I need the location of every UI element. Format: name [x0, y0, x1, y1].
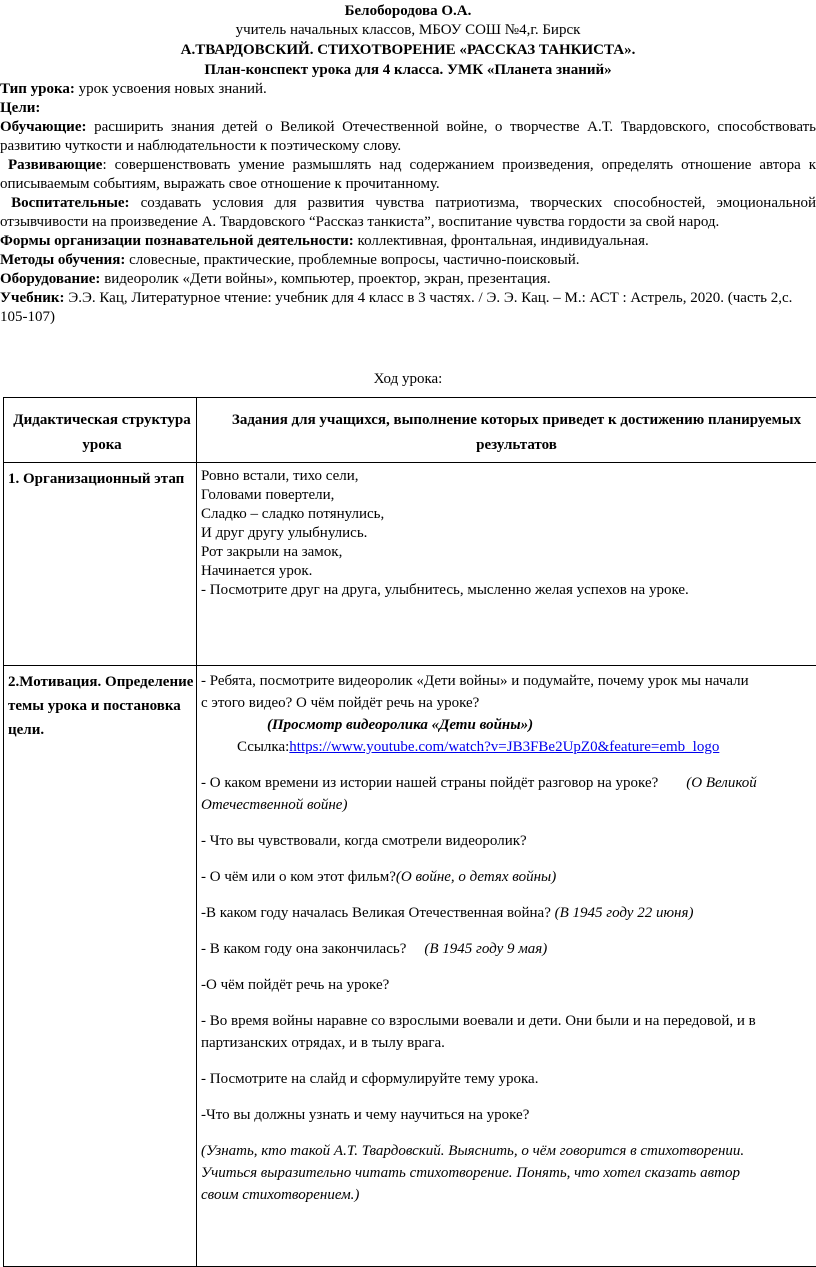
video-link[interactable]: https://www.youtube.com/watch?v=JB3FBe2UpZ0&feature=emb_logo	[289, 739, 719, 755]
table-row	[4, 666, 816, 1267]
tasks-cell	[197, 463, 816, 666]
lesson-plan-table	[3, 397, 816, 1267]
question-line: - О каком времени из истории нашей страны пойдёт разговор на уроке? (О Великой	[201, 772, 816, 794]
question-line: - В каком году она закончилась? (В 1945 году 9 мая)	[201, 938, 816, 960]
lesson-flow-title: Ход урока:	[0, 370, 816, 389]
goal-developing: Развивающие: совершенствовать умение размышлять над содержанием произведения, определять отношение автора к описываемым событиям, выражать свое отношение к прочитанному.	[0, 156, 816, 194]
question-line: - Что вы чувствовали, когда смотрели видеоролик?	[201, 830, 816, 852]
question-line: -В каком году началась Великая Отечественная война? (В 1945 году 22 июня)	[201, 902, 816, 924]
goal-teaching: Обучающие: расширить знания детей о Великой Отечественной войне, о творчестве А.Т. Твардовского, способствовать развитию чуткости и наблюдательности к поэтическому слову.	[0, 118, 816, 156]
poem-line: Головами повертели,	[201, 486, 816, 505]
table-header-row	[4, 398, 816, 463]
lesson-subtitle: План-конспект урока для 4 класса. УМК «Планета знаний»	[0, 61, 816, 80]
forms-of-activity: Формы организации познавательной деятельности: коллективная, фронтальная, индивидуальная.	[0, 232, 816, 251]
lesson-type: Тип урока: урок усвоения новых знаний.	[0, 80, 816, 99]
question-line: -Что вы должны узнать и чему научиться на уроке?	[201, 1104, 816, 1126]
goals-heading: Цели:	[0, 99, 816, 118]
question-line: - О чём или о ком этот фильм?(О войне, о детях войны)	[201, 866, 816, 888]
poem-line: Рот закрыли на замок,	[201, 543, 816, 562]
poem-line: Сладко – сладко потянулись,	[201, 505, 816, 524]
answer-line: Учиться выразительно читать стихотворение. Понять, что хотел сказать автор	[201, 1162, 816, 1184]
stage-cell: 1. Организационный этап	[4, 463, 197, 666]
answer-line: Отечественной войне)	[201, 794, 816, 816]
video-link-line	[201, 736, 816, 758]
table-header-cell: Задания для учащихся, выполнение которых приведет к достижению планируемых результатов	[197, 398, 816, 463]
author-name: Белобородова О.А.	[0, 2, 816, 21]
stage-cell: 2.Мотивация. Определение темы урока и постановка цели.	[4, 666, 197, 1267]
answer-line: (Узнать, кто такой А.Т. Твардовский. Выяснить, о чём говорится в стихотворении.	[201, 1140, 816, 1162]
table-row	[4, 463, 816, 666]
goal-educational: Воспитательные: создавать условия для развития чувства патриотизма, творческих способностей, эмоциональной отзывчивости на произведение А. Твардовского “Рассказ танкиста”, воспитание чувства гордости за свой народ.	[0, 194, 816, 232]
answer-line: своим стихотворением.)	[201, 1184, 816, 1206]
poem-line: Ровно встали, тихо сели,	[201, 467, 816, 486]
question-line: -О чём пойдёт речь на уроке?	[201, 974, 816, 996]
link-label: Ссылка:	[237, 739, 289, 755]
teaching-methods: Методы обучения: словесные, практические, проблемные вопросы, частично-поисковый.	[0, 251, 816, 270]
lesson-info	[0, 80, 816, 327]
statement-line: - Во время войны наравне со взрослыми воевали и дети. Они были и на передовой, и в	[201, 1010, 816, 1032]
tasks-cell	[197, 666, 816, 1267]
author-position: учитель начальных классов, МБОУ СОШ №4,г. Бирск	[0, 21, 816, 40]
statement-line: - Посмотрите на слайд и сформулируйте тему урока.	[201, 1068, 816, 1090]
table-header-cell: Дидактическая структура урока	[4, 398, 197, 463]
question-line: с этого видео? О чём пойдёт речь на уроке?	[201, 692, 816, 714]
poem-line: И друг другу улыбнулись.	[201, 524, 816, 543]
lesson-title: А.ТВАРДОВСКИЙ. СТИХОТВОРЕНИЕ «РАССКАЗ ТАНКИСТА».	[0, 41, 816, 60]
poem-line: Начинается урок.	[201, 562, 816, 581]
textbook: Учебник: Э.Э. Кац, Литературное чтение: учебник для 4 класс в 3 частях. / Э. Э. Кац. – М.: АСТ : Астрель, 2020. (часть 2,с. 105-107)	[0, 289, 816, 327]
equipment: Оборудование: видеоролик «Дети войны», компьютер, проектор, экран, презентация.	[0, 270, 816, 289]
statement-line: партизанских отрядах, и в тылу врага.	[201, 1032, 816, 1054]
video-note: (Просмотр видеоролика «Дети войны»)	[201, 714, 816, 736]
question-line: - Ребята, посмотрите видеоролик «Дети войны» и подумайте, почему урок мы начали	[201, 670, 816, 692]
instruction-line: - Посмотрите друг на друга, улыбнитесь, мысленно желая успехов на уроке.	[201, 581, 816, 600]
